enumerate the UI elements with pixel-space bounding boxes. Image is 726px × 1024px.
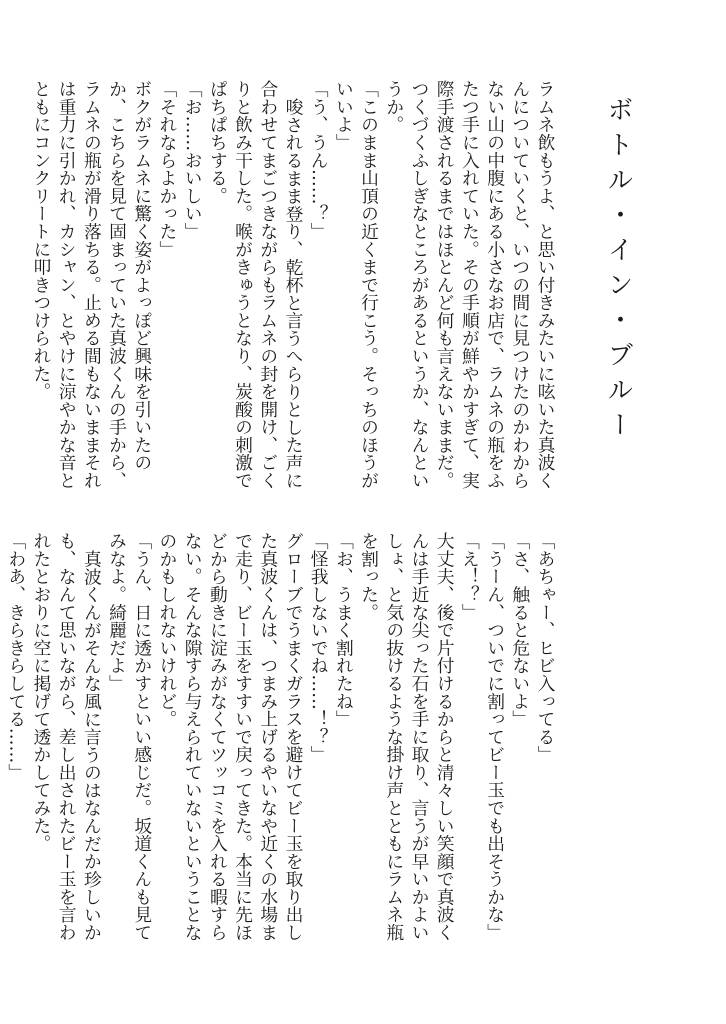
- paragraph: ボクがラムネに驚く姿がよっぽど興味を引いたのか、こちらを見て固まっていた真波くんの手から、ラムネの瓶が滑り落ちる。止める間もないままそれは重力に引かれ、カシャン、とやけに涼やかな音とともにコンクリートに叩きつけられた。: [30, 80, 153, 490]
- paragraph: ラムネ飲もうよ、と思い付きみたいに呟いた真波くんについていくと、いつの間に見つけたのかわからない山の中腹にある小さなお店で、ラムネの瓶をふたつ手に入れていた。その手順が鮮やかすぎて、実際手渡されるまではほとんど何も言えないままだ。つくづくふしぎなところがあるというか、なんというか。: [383, 80, 556, 490]
- paragraph: 「うーん、ついでに割ってビー玉でも出そうかな」: [484, 532, 506, 942]
- paragraph: グローブでうまくガラスを避けてビー玉を取り出した真波くんは、つまみ上げるやいなや近くの水場まで走り、ビー玉をすすいで戻ってきた。本当に先ほどから動きに淀みがなくてツッコミを入れる暇すらない。そんな隙すら与えられていないということなのかもしれないけれど。: [156, 532, 304, 942]
- upper-text-block: [30, 80, 558, 500]
- paragraph: 「それならよかった」: [156, 80, 178, 258]
- paragraph: 「お、うまく割れたね」: [333, 532, 355, 728]
- paragraph: 「う、うん……？」: [308, 80, 330, 241]
- paragraph: 「わあ、きらきらしてる……」: [5, 532, 27, 782]
- story-title: ボトル・イン・ブルー: [603, 96, 633, 446]
- lower-text-block: [5, 532, 558, 952]
- paragraph: 「うん、日に透かすといい感じだ。坂道くんも見てみなよ。綺麗だよ」: [106, 532, 153, 942]
- paragraph: 唆されるまま登り、乾杯と言うへらりとした声に合わせてまごつきながらもラムネの封を開け、ごくりと飲み干した。喉がきゅうとなり、炭酸の刺激でぱちぱちする。: [207, 80, 304, 490]
- paragraph: 「さ、触ると危ないよ」: [509, 532, 531, 728]
- paragraph: 大丈夫、後で片付けるからと清々しい笑顔で真波くんは手近な尖った石を手に取り、言うが早いかよいしょ、と気の抜けるような掛け声とともにラムネ瓶を割った。: [358, 532, 456, 942]
- paragraph: 「お……おいしい」: [182, 80, 204, 241]
- paragraph: 「あちゃー、ヒビ入ってる」: [535, 532, 556, 764]
- paragraph: 「このまま山頂の近くまで行こう。そっちのほうがいいよ」: [333, 80, 380, 490]
- paragraph: 真波くんがそんな風に言うのはなんだか珍しいかも、なんて思いながら、差し出されたビー玉を言われたとおりに空に掲げて透かしてみた。: [30, 532, 103, 942]
- paragraph: 「怪我しないでね……！？」: [308, 532, 330, 764]
- paragraph: 「え！？」: [459, 532, 481, 621]
